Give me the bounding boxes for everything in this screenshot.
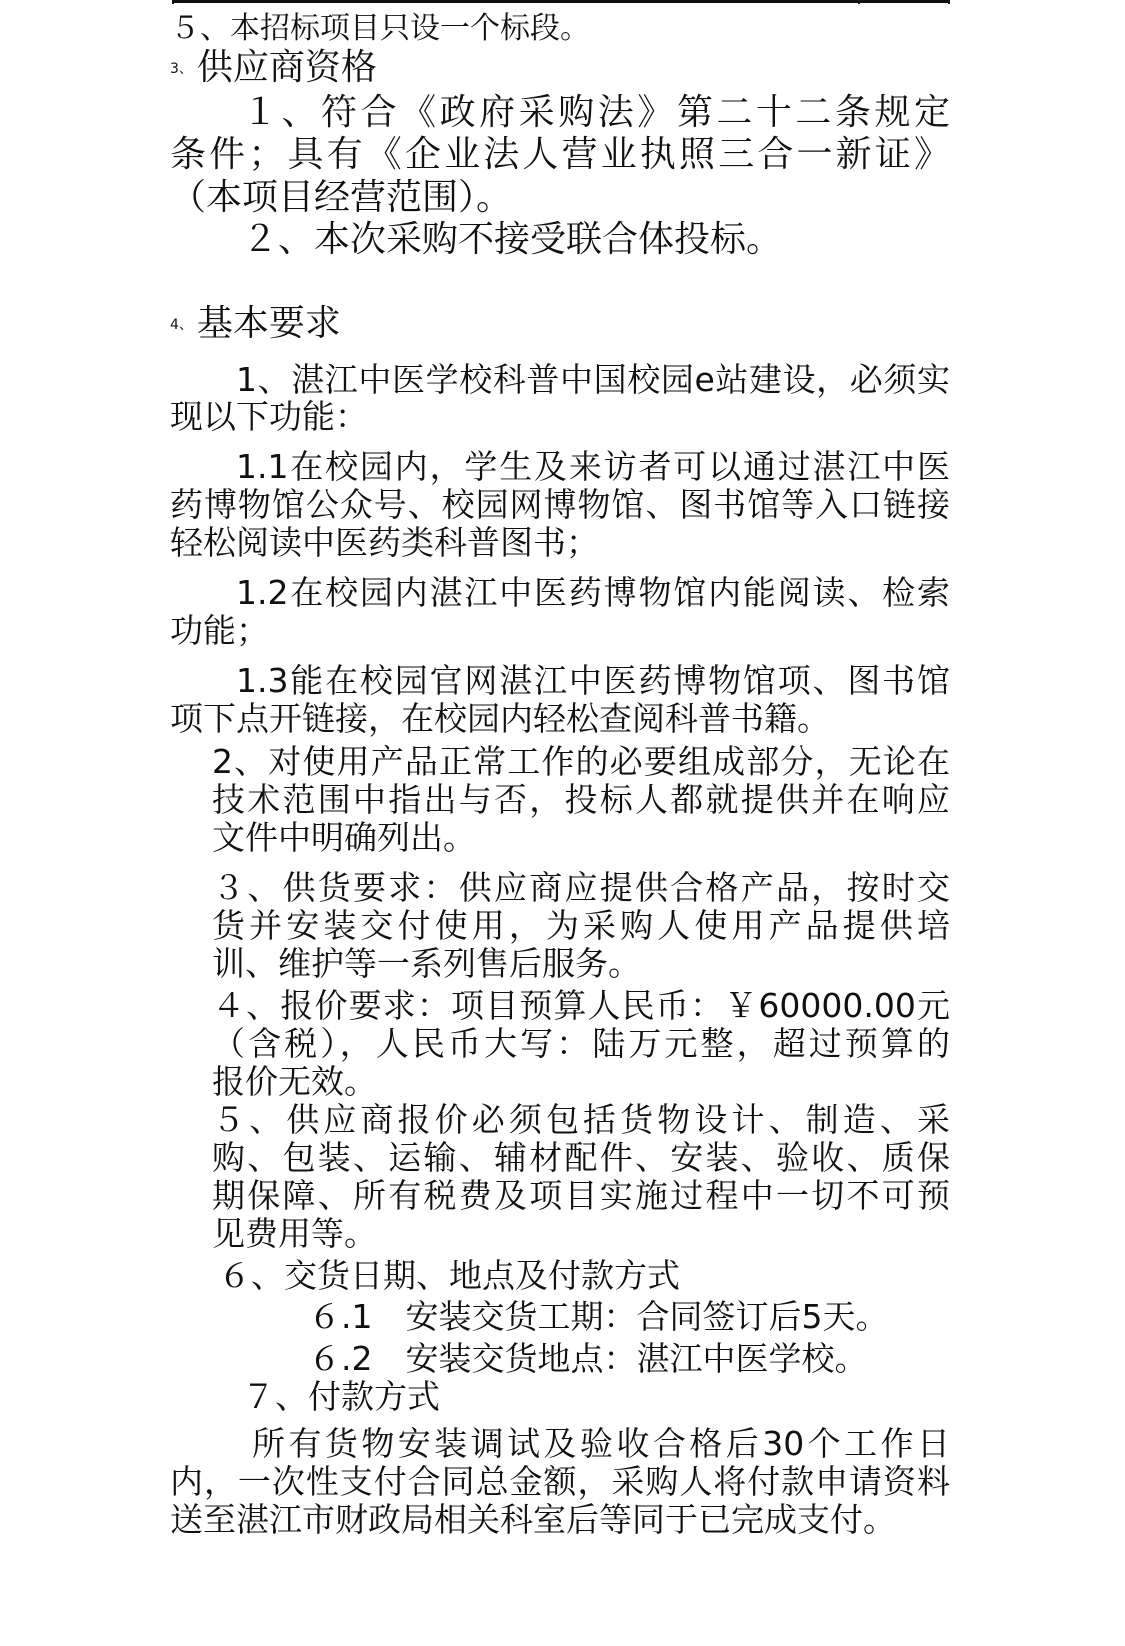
qualification-2: ２、本次采购不接受联合体投标。 [242,219,783,260]
requirement-1-3-line-1: 1.3能在校园官网湛江中医药博物馆项、图书馆 [236,661,950,700]
requirement-3-line-1: ３、供货要求：供应商应提供合格产品，按时交 [212,868,950,907]
requirement-1-3-line-2: 项下点开链接，在校园内轻松查阅科普书籍。 [170,699,830,738]
requirement-2-line-3: 文件中明确列出。 [212,818,476,857]
section-4-number: 4、 [170,317,193,333]
table-border-left [172,0,174,4]
requirement-1-line-2: 现以下功能： [170,397,368,436]
requirement-4-line-1: ４、报价要求：项目预算人民币：￥60000.00元 [212,986,950,1025]
requirement-1-2-line-1: 1.2在校园内湛江中医药博物馆内能阅读、检索 [236,573,950,612]
payment-terms-line-1: 所有货物安装调试及验收合格后30个工作日 [252,1424,950,1463]
requirement-5-line-3: 期保障、所有税费及项目实施过程中一切不可预 [212,1176,950,1215]
section-3-heading [170,47,377,88]
section-4-title: 基本要求 [196,303,341,344]
requirement-2-line-2: 技术范围中指出与否，投标人都就提供并在响应 [212,780,950,819]
requirement-1-1-line-1: 1.1在校园内，学生及来访者可以通过湛江中医 [236,447,950,486]
requirement-4-line-3: 报价无效。 [212,1062,377,1101]
table-bottom-border [172,0,950,3]
requirement-5-line-2: 购、包装、运输、辅材配件、安装、验收、质保 [212,1138,950,1177]
requirement-2-line-1: 2、对使用产品正常工作的必要组成部分，无论在 [212,742,950,781]
qualification-1-line-1: １、符合《政府采购法》第二十二条规定 [242,92,950,133]
requirement-5-line-4: 见费用等。 [212,1214,377,1253]
delivery-period: ６.1 安装交货工期：合同签订后5天。 [308,1297,889,1336]
requirement-3-line-2: 货并安装交付使用，为采购人使用产品提供培 [212,906,950,945]
delivery-location: ６.2 安装交货地点：湛江中医学校。 [308,1339,868,1378]
payment-terms-line-2: 内，一次性支付合同总金额，采购人将付款申请资料 [170,1462,950,1501]
requirement-3-line-3: 训、维护等一系列售后服务。 [212,944,641,983]
requirement-1-line-1: 1、湛江中医学校科普中国校园e站建设，必须实 [236,360,950,399]
section-3-title: 供应商资格 [196,47,377,88]
table-border-middle [858,0,860,4]
requirement-5-line-1: ５、供应商报价必须包括货物设计、制造、采 [212,1100,950,1139]
qualification-1-line-3: （本项目经营范围）。 [170,177,513,218]
requirement-1-1-line-3: 轻松阅读中医药类科普图书； [170,523,599,562]
single-lot-note: ５、本招标项目只设一个标段。 [170,11,590,46]
table-border-right [948,0,950,4]
qualification-1-line-2: 条件；具有《企业法人营业执照三合一新证》 [170,134,950,175]
section-4-heading [170,303,341,344]
section-3-number: 3、 [170,61,193,77]
payment-terms-line-3: 送至湛江市财政局相关科室后等同于已完成支付。 [170,1500,896,1539]
requirement-4-line-2: （含税），人民币大写：陆万元整，超过预算的 [212,1024,950,1063]
requirement-1-2-line-2: 功能； [170,611,269,650]
requirement-6-title: ６、交货日期、地点及付款方式 [218,1256,680,1295]
requirement-7-title: ７、付款方式 [242,1377,440,1416]
requirement-1-1-line-2: 药博物馆公众号、校园网博物馆、图书馆等入口链接 [170,485,950,524]
